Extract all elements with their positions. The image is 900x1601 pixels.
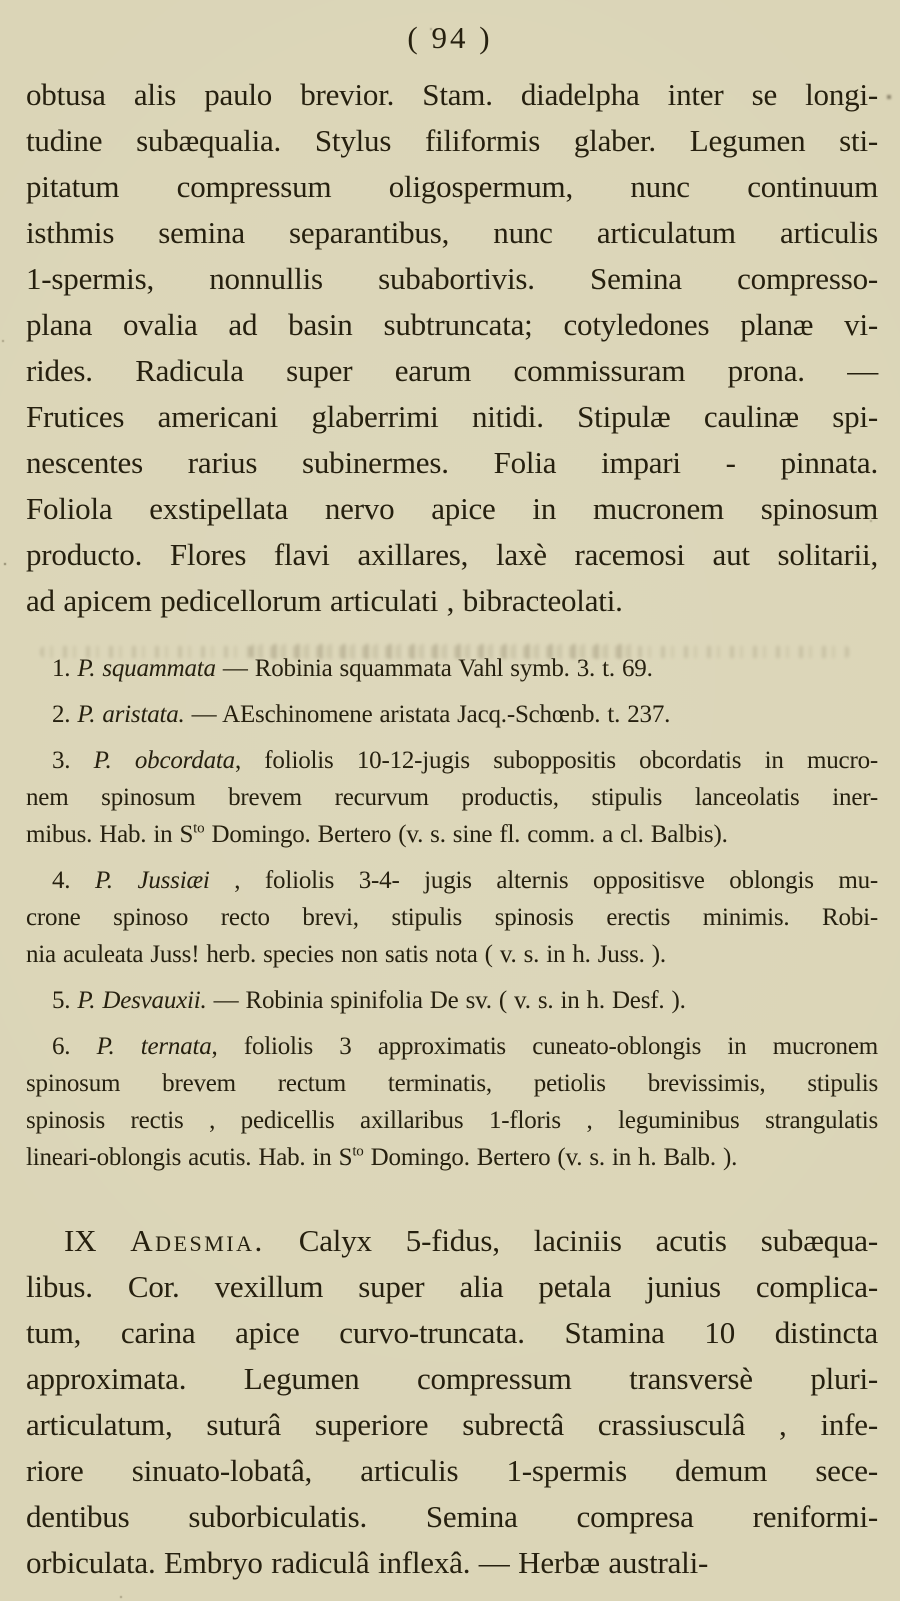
text-segment: 1. (52, 655, 78, 682)
text-segment: obtusa alis paulo brevior. Stam. diadelpha inter se longi- (26, 77, 878, 112)
text-segment: 3. (52, 747, 94, 774)
text-segment: tum, carina apice curvo-truncata. Stamina 10 distincta (26, 1315, 878, 1350)
text-segment: 2. (52, 701, 78, 728)
text-segment: pitatum compressum oligospermum, nunc continuum (26, 169, 878, 204)
text-segment: lineari-oblongis acutis. Hab. in S (26, 1144, 353, 1171)
text-segment: isthmis semina separantibus, nunc articulatum articulis (26, 215, 878, 250)
text-segment: Calyx 5-fidus, laciniis acutis subæqua- (264, 1223, 878, 1258)
text-segment: , foliolis 10-12-jugis suboppositis obcordatis in mucro- (234, 747, 878, 774)
text-segment-i: P. Jussiæi (94, 867, 210, 894)
adesmia-genus-paragraph-line-3 (26, 1310, 878, 1356)
text-segment: — Robinia squammata Vahl symb. 3. t. 69. (215, 655, 653, 682)
text-segment: ad apicem pedicellorum articulati , bibracteolati. (26, 583, 623, 618)
species-entry-3-line-3 (26, 816, 878, 853)
text-segment: 1-spermis, nonnullis subabortivis. Semina compresso- (26, 261, 878, 296)
text-segment: 6. (52, 1033, 97, 1060)
adesmia-genus-paragraph-line-4 (26, 1356, 878, 1402)
text-segment: Frutices americani glaberrimi nitidi. Stipulæ caulinæ spi- (26, 399, 878, 434)
species-entry-6-line-4 (26, 1139, 878, 1176)
text-segment: , foliolis 3 approximatis cuneato-oblongis in mucronem (211, 1033, 879, 1060)
text-segment-i: P. obcordata (93, 747, 235, 774)
species-entry-3-line-2 (26, 779, 878, 816)
text-segment: Foliola exstipellata nervo apice in mucronem spinosum (26, 491, 878, 526)
genus-description-paragraph-line-1 (26, 72, 878, 118)
text-segment-sup: to (193, 820, 205, 837)
text-segment: crone spinoso recto brevi, stipulis spinosis erectis minimis. Robi- (26, 904, 878, 931)
text-segment-sc: Adesmia. (130, 1223, 265, 1258)
text-segment: articulatum, suturâ superiore subrectâ crassiusculâ , infe- (26, 1407, 878, 1442)
species-entry-2 (26, 696, 878, 733)
species-entry-1 (26, 650, 878, 687)
text-segment: nia aculeata Juss! herb. species non satis nota ( v. s. in h. Juss. ). (26, 941, 666, 968)
adesmia-genus-paragraph-line-8 (26, 1540, 878, 1586)
text-segment: nescentes rarius subinermes. Folia impari - pinnata. (26, 445, 878, 480)
text-segment: dentibus suborbiculatis. Semina compresa reniformi- (26, 1499, 878, 1534)
genus-description-paragraph-line-3 (26, 164, 878, 210)
adesmia-genus-paragraph (26, 1218, 878, 1586)
text-segment: nem spinosum brevem recurvum productis, stipulis lanceolatis iner- (26, 784, 878, 811)
genus-description-paragraph-line-12 (26, 578, 878, 624)
species-entry-1-line-1 (26, 650, 878, 687)
species-entry-4-line-2 (26, 899, 878, 936)
species-entry-3 (26, 742, 878, 853)
text-segment: mibus. Hab. in S (26, 821, 194, 848)
species-entry-6 (26, 1028, 878, 1176)
text-segment-i: P. aristata. (77, 701, 185, 728)
species-entry-6-line-2 (26, 1065, 878, 1102)
genus-description-paragraph-line-4 (26, 210, 878, 256)
text-segment: — Robinia spinifolia De sv. ( v. s. in h. Desf. ). (206, 987, 686, 1014)
adesmia-genus-paragraph-line-2 (26, 1264, 878, 1310)
text-segment: 5. (52, 987, 78, 1014)
text-segment: spinosis rectis , pedicellis axillaribus 1-floris , leguminibus strangulatis (26, 1107, 878, 1134)
species-entry-4 (26, 862, 878, 973)
text-segment: producto. Flores flavi axillares, laxè racemosi aut solitarii, (26, 537, 878, 572)
species-entry-4-line-3 (26, 936, 878, 973)
text-segment: libus. Cor. vexillum super alia petala junius complica- (26, 1269, 878, 1304)
species-entry-3-line-1 (26, 742, 878, 779)
species-entry-5 (26, 982, 878, 1019)
text-segment-sup: to (352, 1143, 364, 1160)
species-entry-2-line-1 (26, 696, 878, 733)
genus-description-paragraph-line-2 (26, 118, 878, 164)
text-segment: riore sinuato-lobatâ, articulis 1-spermis demum sece- (26, 1453, 878, 1488)
text-segment: 4. (52, 867, 95, 894)
text-segment-i: P. ternata (96, 1033, 212, 1060)
text-segment-i: P. squammata (77, 655, 216, 682)
genus-description-paragraph-line-8 (26, 394, 878, 440)
text-segment: orbiculata. Embryo radiculâ inflexâ. — Herbæ australi- (26, 1545, 709, 1580)
text-segment: rides. Radicula super earum commissuram prona. — (26, 353, 878, 388)
genus-description-paragraph-line-7 (26, 348, 878, 394)
adesmia-genus-paragraph-line-1 (26, 1218, 878, 1264)
species-entry-5-line-1 (26, 982, 878, 1019)
genus-description-paragraph-line-9 (26, 440, 878, 486)
genus-description-paragraph-line-11 (26, 532, 878, 578)
text-block (26, 72, 878, 1586)
genus-description-paragraph-line-5 (26, 256, 878, 302)
adesmia-genus-paragraph-line-6 (26, 1448, 878, 1494)
genus-description-paragraph-line-10 (26, 486, 878, 532)
adesmia-genus-paragraph-line-5 (26, 1402, 878, 1448)
text-segment: , foliolis 3-4- jugis alternis oppositisve oblongis mu- (209, 867, 879, 894)
text-segment: Domingo. Bertero (v. s. in h. Balb. ). (363, 1144, 738, 1171)
genus-description-paragraph-line-6 (26, 302, 878, 348)
text-segment-i: P. Desvauxii. (77, 987, 207, 1014)
species-entry-6-line-3 (26, 1102, 878, 1139)
page-number: ( 94 ) (407, 20, 493, 55)
text-segment: Domingo. Bertero (v. s. sine fl. comm. a cl. Balbis). (204, 821, 728, 848)
text-segment: — AEschinomene aristata Jacq.-Schœnb. t. 237. (184, 701, 671, 728)
adesmia-genus-paragraph-line-7 (26, 1494, 878, 1540)
text-segment: IX (64, 1223, 131, 1258)
genus-description-paragraph (26, 72, 878, 624)
text-segment: spinosum brevem rectum terminatis, petiolis brevissimis, stipulis (26, 1070, 878, 1097)
text-segment: plana ovalia ad basin subtruncata; cotyledones planæ vi- (26, 307, 878, 342)
species-entry-4-line-1 (26, 862, 878, 899)
text-segment: tudine subæqualia. Stylus filiformis glaber. Legumen sti- (26, 123, 878, 158)
text-segment: approximata. Legumen compressum transversè pluri- (26, 1361, 878, 1396)
species-entry-6-line-1 (26, 1028, 878, 1065)
